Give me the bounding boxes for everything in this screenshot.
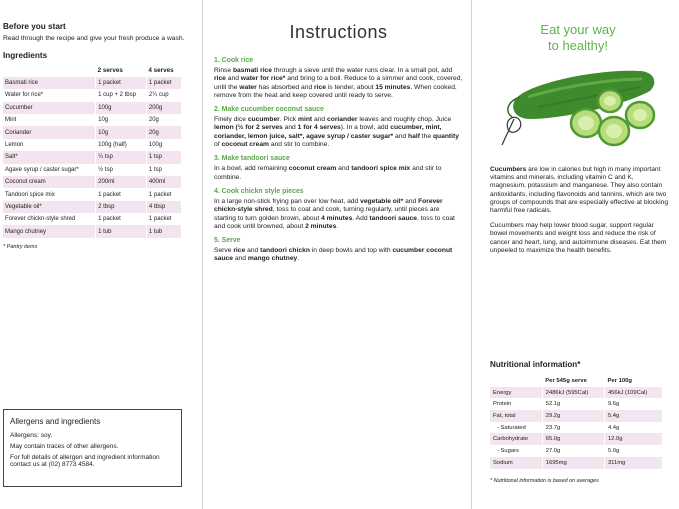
ingredient-row-cell: Basmati rice: [3, 77, 96, 89]
nutrition-row: [490, 410, 662, 422]
allergens-box: [3, 409, 182, 487]
ingredient-row-cell: 100g: [96, 102, 147, 114]
ingredient-row-cell: 1 tub: [146, 225, 181, 237]
ingredient-row-cell: Tandoori spice mix: [5, 191, 55, 198]
nutrition-row-cell: Carbohydrate: [490, 433, 542, 445]
ingredient-row: [3, 102, 181, 114]
nutrition-row-cell: Fat, total: [490, 410, 542, 422]
ingredient-row-cell: 1 tub: [96, 225, 147, 237]
nutrition-row-cell: - Saturated: [497, 424, 526, 431]
ingredient-row-cell: 200ml: [96, 176, 147, 188]
nutrition-heading: Nutritional information*: [490, 360, 581, 369]
ingredient-row: [3, 126, 181, 138]
step-4-heading: 4. Cook chickn style pieces: [214, 187, 304, 195]
ingredient-row: [3, 139, 181, 151]
step-5-heading: 5. Serve: [214, 237, 241, 245]
ingredient-row-cell: Coconut cream: [3, 176, 96, 188]
ingredient-row-cell: 1 packet: [96, 77, 147, 89]
ingredient-row-cell: 10g: [96, 114, 147, 126]
contact-line: For full details of allergen and ingredient information contact us at (02) 8773 4584.: [10, 453, 160, 469]
per-100g-header: Per 100g: [607, 377, 633, 384]
cucumber-benefits-paragraph: Cucumbers are low in calories but high in many important vitamins and minerals, including vitamin C and K, magnesium, potassium and manganese. They also contain antioxidants, including flavonoids and tannins, which are two groups of compounds that are especially effective at blocking harmful free radicals.: [490, 166, 669, 215]
per-serve-header: Per 545g serve: [545, 377, 587, 384]
ingredient-row-cell: Agave syrup / caster sugar*: [5, 166, 79, 173]
step-2-text: Finely dice cucumber. Pick mint and coriander leaves and roughly chop. Juice lemon (½ for 2 serves and 1 for 4 serves). In a bowl, add cucumber, mint, coriander, lemon juice, salt*, agave syrup / caster sugar* and half the quantity of coconut cream and stir to combine.: [214, 116, 459, 149]
two-serves-header: 2 serves: [96, 64, 147, 76]
four-serves-header: 4 serves: [146, 64, 181, 76]
nutrient-name-header: [490, 375, 542, 387]
nutrition-row-cell: 2486kJ (595Cal): [542, 387, 604, 399]
ingredient-row-cell: 10g: [96, 126, 147, 138]
nutrition-row-cell: 1695mg: [542, 457, 604, 469]
nutrition-row-cell: 456kJ (109Cal): [604, 387, 662, 399]
cucumber-icon: [502, 71, 654, 145]
nutrition-row-cell: 23.7g: [542, 422, 604, 434]
step-1-text: Rinse basmati rice through a sieve until the water runs clear. In a small pot, add rice and water for rice* and bring to a boil. Reduce to a simmer and cook, covered, until the water has absorbed and rice is tender, about 15 minutes. When cooked, remove from the heat and keep covered until ready to serve.: [214, 67, 463, 99]
eat-healthy-title: Eat your way to healthy!: [540, 22, 616, 53]
pantry-note: * Pantry items: [3, 243, 38, 250]
step-4: [214, 188, 463, 231]
nutrition-row-cell: 29.2g: [542, 410, 604, 422]
nutrition-row: [490, 387, 662, 399]
nutrition-row-cell: 5.4g: [604, 410, 662, 422]
ingredient-row-cell: 1 packet: [146, 188, 181, 200]
ingredient-row-cell: Water for rice*: [5, 92, 44, 99]
ingredient-row-cell: 1 packet: [96, 188, 147, 200]
traces-line: May contain traces of other allergens.: [10, 442, 119, 450]
ingredient-row-cell: 2¼ cup: [146, 89, 181, 101]
step-3: [214, 155, 463, 182]
nutrition-row: [490, 457, 662, 469]
instructions-column: [202, 0, 472, 509]
nutrition-note: * Nutritional information is based on averages: [490, 478, 599, 484]
nutrition-row-cell: 5.0g: [604, 445, 662, 457]
ingredient-row-cell: Mango chutney: [3, 225, 96, 237]
nutrition-row-cell: 65.0g: [542, 433, 604, 445]
ingredient-row: [3, 164, 181, 176]
nutrition-row-cell: Sodium: [490, 457, 542, 469]
nutrition-row-cell: Energy: [490, 387, 542, 399]
left-column: [0, 0, 200, 509]
nutrition-row-cell: 4.4g: [604, 422, 662, 434]
cucumber-illustration: [490, 57, 666, 153]
ingredient-row-cell: 20g: [146, 114, 181, 126]
ingredient-row-cell: 2 tbsp: [96, 201, 147, 213]
ingredient-row-cell: 1 tsp: [146, 164, 181, 176]
ingredient-row-cell: 400ml: [146, 176, 181, 188]
allergens-heading: Allergens and ingredients: [10, 417, 101, 426]
nutrition-row: [490, 433, 662, 445]
ingredient-name-header: [3, 64, 96, 76]
step-3-heading: 3. Make tandoori sauce: [214, 155, 290, 163]
ingredient-row-cell: 1 tsp: [146, 151, 181, 163]
before-you-start-text: Read through the recipe and give your fresh produce a wash.: [3, 35, 185, 42]
ingredient-row-cell: 1 packet: [146, 213, 181, 225]
nutrition-row-cell: 311mg: [604, 457, 662, 469]
step-5-text: Serve rice and tandoori chickn in deep bowls and top with cucumber coconut sauce and mango chutney.: [214, 247, 453, 263]
ingredient-row-cell: 1 packet: [96, 213, 147, 225]
step-3-text: In a bowl, add remaining coconut cream and tandoori spice mix and stir to combine.: [214, 165, 442, 181]
ingredient-row-cell: 1 cup + 2 tbsp: [96, 89, 147, 101]
ingredient-row-cell: Cucumber: [3, 102, 96, 114]
ingredient-row: [3, 213, 181, 225]
nutrition-row-cell: 9.6g: [604, 398, 662, 410]
ingredient-row: [3, 201, 181, 213]
ingredient-row-cell: Lemon: [5, 141, 24, 148]
ingredients-header-row: [3, 64, 181, 76]
nutrition-header-row: [490, 375, 662, 387]
nutrition-row-cell: 12.0g: [604, 433, 662, 445]
nutrition-row: [490, 398, 662, 410]
allergens-line: Allergens: soy.: [10, 432, 53, 439]
nutrition-table: [490, 375, 662, 469]
before-you-start-heading: Before you start: [3, 22, 66, 31]
nutrition-row: [490, 422, 662, 434]
nutrition-row-cell: 52.1g: [542, 398, 604, 410]
ingredient-row: [3, 188, 181, 200]
ingredient-row-cell: Vegetable oil*: [3, 201, 96, 213]
step-1-heading: 1. Cook rice: [214, 57, 254, 64]
step-5: [214, 237, 463, 264]
ingredient-row: [3, 77, 181, 89]
ingredient-row-cell: Mint: [5, 117, 17, 124]
cucumber-health-paragraph: Cucumbers may help lower blood sugar, support regular bowel movements and weight loss and reduce the risk of cancer and heart, lung, and autoimmune diseases. Eat them unpeeled to maximize the health benefits.: [490, 222, 667, 254]
ingredient-row: [3, 151, 181, 163]
ingredient-row-cell: ¼ tsp: [96, 151, 147, 163]
ingredient-row-cell: 100g: [146, 139, 181, 151]
nutrition-row-cell: - Sugars: [497, 447, 519, 454]
step-1: [214, 57, 463, 100]
health-column: [472, 0, 679, 509]
ingredient-row-cell: Forever chickn-style shred: [5, 216, 76, 223]
ingredient-row: [3, 89, 181, 101]
ingredient-row: [3, 176, 181, 188]
ingredient-row-cell: 1 packet: [146, 77, 181, 89]
ingredient-row-cell: 20g: [146, 126, 181, 138]
nutrition-row: [490, 445, 662, 457]
ingredient-row-cell: 4 tbsp: [146, 201, 181, 213]
step-2-heading: 2. Make cucumber coconut sauce: [214, 106, 324, 114]
ingredient-row: [3, 225, 181, 237]
ingredient-row-cell: 100g (half): [96, 139, 147, 151]
ingredients-table: [3, 64, 181, 237]
step-4-text: In a large non-stick frying pan over low heat, add vegetable oil* and Forever chickn-style shred, toss to coat and cook, turning regularly, until pieces are starting to turn golden brown, about 4 minutes. Add tandoori sauce, toss to coat and cook until browned, about 2 minutes.: [214, 197, 455, 230]
nutrition-row-cell: 27.0g: [542, 445, 604, 457]
ingredient-row-cell: Salt*: [3, 151, 96, 163]
ingredient-row-cell: 200g: [146, 102, 181, 114]
ingredient-row-cell: ½ tsp: [96, 164, 147, 176]
step-2: [214, 106, 463, 149]
instructions-title: Instructions: [289, 22, 388, 42]
nutrition-row-cell: Protein: [493, 401, 512, 408]
ingredient-row-cell: Coriander: [3, 126, 96, 138]
ingredient-row: [3, 114, 181, 126]
ingredients-heading: Ingredients: [3, 51, 48, 61]
